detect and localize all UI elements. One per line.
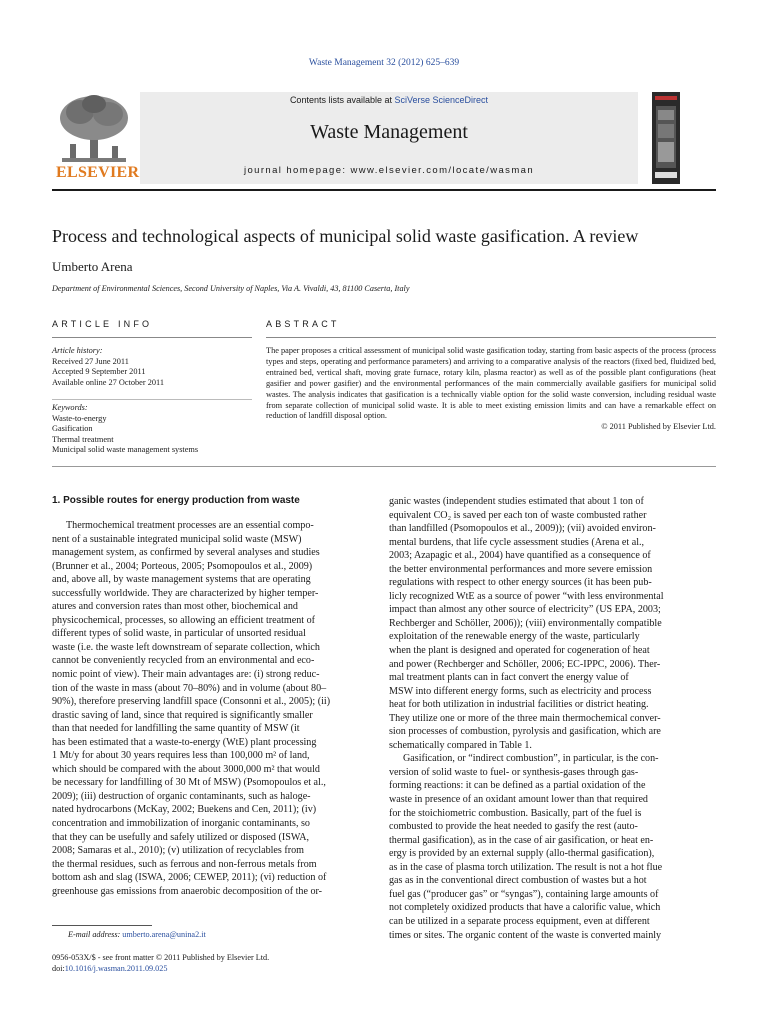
author-affiliation: Department of Environmental Sciences, Second University of Naples, Via A. Vivaldi, 43, 81100 Caserta, Italy bbox=[52, 284, 410, 293]
keyword-item: Municipal solid waste management systems bbox=[52, 445, 199, 455]
text-line: that they can be usefully and safely utilized or disposed (ISWA, bbox=[52, 831, 310, 843]
text-line: Gasification, or “indirect combustion”, in particular, is the con- bbox=[403, 753, 659, 765]
text-line: forming reactions: it can be defined as a partial oxidation of the bbox=[389, 780, 646, 792]
text-line: physicochemical, processes, so allowing an efficient treatment of bbox=[52, 614, 316, 626]
text-line: as in the case of plasma torch utilization. The result is not a hot flue bbox=[389, 861, 663, 873]
footnote-rule bbox=[52, 925, 152, 926]
doi-line bbox=[52, 964, 269, 975]
text-line: nomic point of view). Their main advantages are: (i) strong reduc- bbox=[52, 669, 320, 681]
keywords-rule bbox=[52, 399, 252, 400]
footnote bbox=[68, 930, 206, 941]
text-line: atures and conversion rates than most other, biochemical and bbox=[52, 601, 298, 613]
citation-link[interactable]: Waste Management 32 (2012) 625–639 bbox=[308, 58, 460, 68]
keywords bbox=[52, 403, 257, 456]
text-line: which should be compared with the about 3000,000 m² that would bbox=[52, 763, 320, 775]
text-line: 2008; Samaras et al., 2010); (v) utilization of recyclables from bbox=[52, 845, 304, 857]
article-info-heading: ARTICLE INFO bbox=[52, 319, 153, 329]
elsevier-tree-icon bbox=[52, 92, 136, 166]
text-line: not completely oxidized products that have a calorific value, which bbox=[389, 902, 661, 914]
text-line: regulations with respect to other energy sources (it has been pub- bbox=[389, 577, 652, 589]
article-info-rule bbox=[52, 337, 252, 338]
abstract-copyright: © 2011 Published by Elsevier Ltd. bbox=[601, 422, 716, 432]
text-line: and, above all, by waste management systems that are operating bbox=[52, 574, 311, 586]
journal-citation[interactable] bbox=[0, 58, 768, 68]
text-line: (Brunner et al., 2004; Porteous, 2005; Psomopoulos et al., 2009) bbox=[52, 560, 313, 572]
text-line: mal treatment plants can in fact convert the energy value of bbox=[389, 672, 629, 684]
abstract-heading: ABSTRACT bbox=[266, 319, 340, 329]
text-line: heat for both utilization in industrial facilities or district heating. bbox=[389, 699, 649, 711]
history-label: Article history: bbox=[52, 346, 103, 355]
text-line: mental burdens, that life cycle assessment studies (Arena et al., bbox=[389, 536, 645, 548]
text-line: Thermochemical treatment processes are an essential compo- bbox=[66, 520, 314, 531]
text-line: waste in presence of an oxidant amount lower than that required bbox=[389, 794, 648, 806]
text-line: ergy is provided by an external supply (allo-thermal gasification), bbox=[389, 848, 655, 860]
text-line: cannot be conveniently recycled from an environmental and eco- bbox=[52, 655, 315, 667]
text-line: gas as in the conventional direct combustion of wastes but a hot bbox=[389, 875, 647, 887]
doi-prefix: doi: bbox=[52, 963, 65, 973]
text-line: exploitation of the renewable energy of the waste, particularly bbox=[389, 631, 640, 643]
contents-prefix: Contents lists available at bbox=[289, 95, 395, 105]
text-line: concentration and immobilization of inorganic contaminants, so bbox=[52, 818, 310, 830]
text-line: tion of the waste in mass (about 70–80%) and in volume (about 80– bbox=[52, 682, 327, 694]
issn-line: 0956-053X/$ - see front matter © 2011 Published by Elsevier Ltd. bbox=[52, 953, 270, 962]
text-line: different types of solid waste, in particular of unsorted residual bbox=[52, 628, 306, 640]
text-line: combusted to provide the heat needed to gasify the rest (auto- bbox=[389, 821, 638, 833]
journal-banner bbox=[140, 92, 638, 184]
text-line: waste (i.e. the waste left downstream of separate collection, which bbox=[52, 641, 320, 653]
text-line: 2009); (iii) destruction of organic contaminants, such as haloge- bbox=[52, 790, 311, 802]
text-line: fuel gas (“producer gas” or “syngas”), containing large amounts of bbox=[389, 888, 659, 900]
text-line: the thermal residues, such as ferrous and non-ferrous metals from bbox=[52, 858, 317, 870]
text-line: 1 Mt/y for about 30 years requires less than 100,000 m² of land, bbox=[52, 750, 310, 762]
text-line: equivalent CO₂ is saved per each ton of waste combusted rather bbox=[389, 509, 647, 521]
elsevier-logo bbox=[52, 92, 140, 184]
journal-masthead bbox=[52, 92, 716, 184]
abstract-text: The paper proposes a critical assessment of municipal solid waste gasification today, starting from basic aspects of the process (process types and steps, operating and performance parameters) and arriving to a comparative analysis of the reactors (fixed bed, fluidized bed, entrained bed, vertical shaft, moving grate furnace, rotary kiln, plasma reactor) as well as of the possible plant configurations (heat gasifier and power gasifier) and the environmental performances of the main commercially available gasifiers for municipal solid wastes. The analysis indicates that gasification is a technically viable option for the solid waste conversion, including residual waste from separate collection of municipal solid waste. It is able to meet existing emission limits and can have a remarkable effect on reduction of landfill disposal option. bbox=[266, 346, 716, 421]
text-line: MSW into different energy forms, such as electricity and process bbox=[389, 685, 652, 697]
text-line: 2003; Azapagic et al., 2004) have quantified as a consequence of bbox=[389, 550, 651, 562]
journal-cover-thumbnail bbox=[652, 92, 680, 184]
sciencedirect-link[interactable]: SciVerse ScienceDirect bbox=[394, 95, 489, 105]
text-line: when the plant is designed and operated for cogeneration of heat bbox=[389, 645, 650, 657]
contents-line bbox=[140, 95, 638, 105]
email-label: E-mail address: bbox=[68, 930, 123, 939]
front-matter-rule bbox=[52, 466, 716, 467]
text-line: sion processes of combustion, pyrolysis and gasification, which are bbox=[389, 726, 661, 738]
text-line: the better environmental performances and more severe emission bbox=[389, 563, 653, 575]
text-line: and power (Rechberger and Schöller, 2006; EC-IPPC, 2006). Ther- bbox=[389, 658, 661, 670]
text-line: thermal gasification), as in the case of air gasification, or heat en- bbox=[389, 834, 654, 846]
keywords-label: Keywords: bbox=[52, 403, 88, 412]
keyword-item: Gasification bbox=[52, 424, 93, 434]
abstract-rule bbox=[266, 337, 716, 338]
text-line: than that needed for landfilling the same quantity of MSW (it bbox=[52, 723, 300, 735]
text-line: licly recognized WtE as a source of power “with less environmental bbox=[389, 590, 664, 602]
text-line: be necessary for landfilling of 30 Mt of MSW) (Psomopoulos et al., bbox=[52, 777, 326, 789]
publisher-logo-text: ELSEVIER bbox=[56, 164, 140, 181]
text-line: greenhouse gas emissions from anaerobic decomposition of the or- bbox=[52, 885, 323, 897]
history-item: Available online 27 October 2011 bbox=[52, 377, 164, 387]
text-line: They utilize one or more of the three main thermochemical conver- bbox=[389, 712, 661, 724]
body-column-left bbox=[52, 519, 379, 898]
section-heading: 1. Possible routes for energy production from waste bbox=[52, 495, 300, 506]
history-item: Accepted 9 September 2011 bbox=[52, 367, 146, 377]
text-line: impact than almost any other source of electricity” (US EPA, 2003; bbox=[389, 604, 661, 616]
page-footer bbox=[52, 953, 269, 974]
text-line: ganic wastes (independent studies estimated that about 1 ton of bbox=[389, 496, 644, 507]
text-line: successfully worldwide. They are characterized by higher temper- bbox=[52, 587, 319, 599]
text-line: drastic saving of land, since that required is significantly smaller bbox=[52, 709, 313, 721]
text-line: can be utilized in a separate process equipment, even at different bbox=[389, 915, 650, 927]
article-title: Process and technological aspects of municipal solid waste gasification. A review bbox=[52, 226, 639, 246]
text-line: than landfilled (Psomopoulos et al., 2009)); (vii) avoided environ- bbox=[389, 523, 656, 535]
author-name[interactable]: Umberto Arena bbox=[52, 259, 133, 274]
text-line: 90%), therefore preserving landfill space (Consonni et al., 2005); (ii) bbox=[52, 696, 331, 708]
text-line: nated hydrocarbons (McKay, 2002; Buekens and Cen, 2011); (iv) bbox=[52, 804, 317, 816]
journal-title: Waste Management bbox=[310, 121, 468, 143]
text-line: schematically compared in Table 1. bbox=[389, 739, 532, 751]
history-item: Received 27 June 2011 bbox=[52, 356, 129, 366]
keyword-item: Waste-to-energy bbox=[52, 413, 107, 423]
masthead-divider bbox=[52, 189, 716, 191]
cover-image bbox=[652, 92, 680, 184]
text-line: version of solid waste to fuel- or synthesis-gases through gas- bbox=[389, 766, 639, 778]
body-column-right bbox=[389, 495, 716, 942]
article-history bbox=[52, 346, 252, 388]
text-line: has been estimated that a waste-to-energy (WtE) plant processing bbox=[52, 736, 317, 748]
text-line: management system, as confirmed by several analyses and studies bbox=[52, 547, 320, 559]
text-line: for the stoichiometric combustion. Basically, part of the fuel is bbox=[389, 807, 642, 819]
journal-homepage[interactable]: journal homepage: www.elsevier.com/locate/wasman bbox=[243, 165, 535, 176]
doi-link[interactable]: 10.1016/j.wasman.2011.09.025 bbox=[64, 963, 168, 973]
text-line: Rechberger and Schöller, 2006)); (viii) environmentally compatible bbox=[389, 617, 662, 629]
abstract-body bbox=[266, 346, 716, 433]
text-line: bottom ash and slag (ISWA, 2006; CEWEP, 2011); (vi) reduction of bbox=[52, 872, 327, 884]
text-line: times or sites. The organic content of the waste is converted mainly bbox=[389, 929, 662, 941]
text-line: nent of a sustainable integrated municipal solid waste (MSW) bbox=[52, 533, 302, 545]
keyword-item: Thermal treatment bbox=[52, 434, 114, 444]
author-email-link[interactable]: umberto.arena@unina2.it bbox=[122, 930, 206, 939]
